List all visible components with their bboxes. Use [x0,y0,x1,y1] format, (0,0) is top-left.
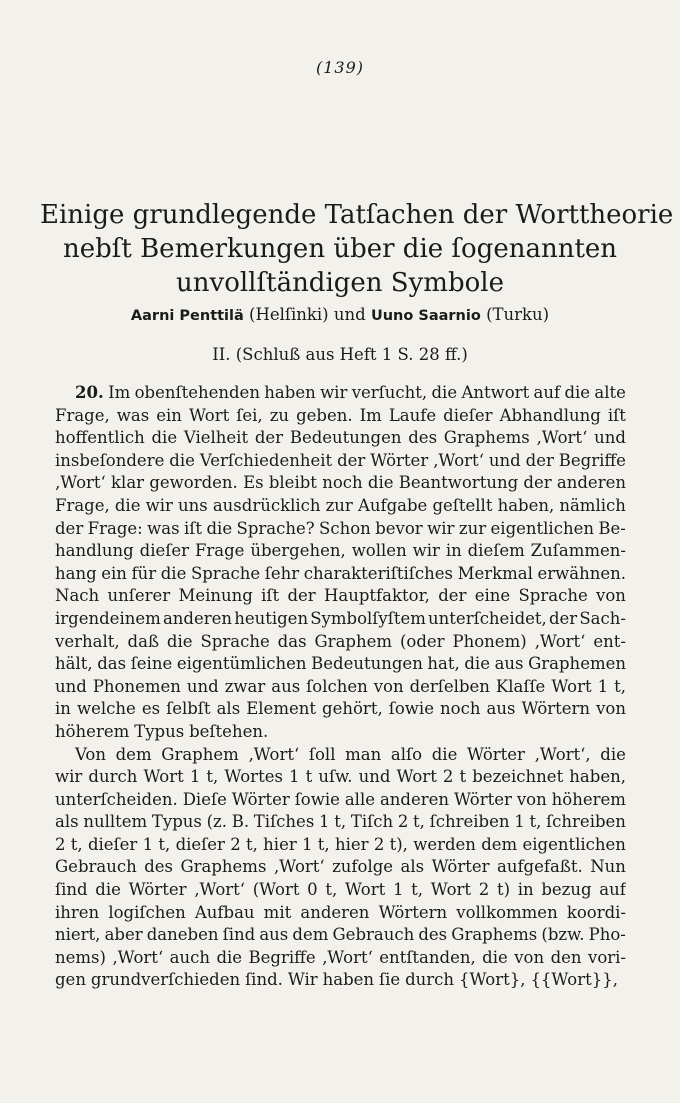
article-title [40,198,674,300]
text-line: 20. Im obenſtehenden haben wir verſucht, die Antwort auf die alte [55,382,626,405]
title-line: Einige grundlegende Tatſachen der Worttheorie [40,200,674,230]
author-1-place: (Helſinki) [249,305,329,324]
text-line: Frage, die wir uns ausdrücklich zur Aufgabe geſtellt haben, nämlich [55,495,626,515]
page-number: (139) [315,58,365,77]
paragraph-number: 20. [75,383,104,402]
text-line: Nach unſerer Meinung iſt der Hauptfaktor, der eine Sprache von [55,586,626,606]
text-line: als nulltem Typus (z. B. Tiſches 1 t, Tiſch 2 t, ſchreiben 1 t, ſchreiben [55,812,626,832]
text-line: nems) ‚Wort‘ auch die Begriffe ‚Wort‘ entſtanden, die von den vori- [55,947,626,967]
paragraph-continuation [55,744,626,993]
title-line: unvollſtändigen Symbole [176,268,504,298]
author-1-name: Aarni Penttilä [130,308,244,324]
paragraph-20 [55,382,626,744]
text-line: ihren logiſchen Aufbau mit anderen Wörtern vollkommen koordi- [55,902,626,922]
author-2-place: (Turku) [486,305,550,324]
text-line: handlung dieſer Frage übergehen, wollen wir in dieſem Zuſammen- [55,541,626,561]
author-line [40,305,640,324]
text-line: insbeſondere die Verſchiedenheit der Wörter ‚Wort‘ und der Begriffe [55,450,626,470]
text-line: hoffentlich die Vielheit der Bedeutungen des Graphems ‚Wort‘ und [55,428,626,448]
text-line: in welche es ſelbſt als Element gehört, ſowie noch aus Wörtern von [55,699,626,719]
text-line: 2 t, dieſer 1 t, dieſer 2 t, hier 1 t, hier 2 t), werden dem eigentlichen [55,834,626,854]
text-line: Frage, was ein Wort ſei, zu geben. Im Laufe dieſer Abhandlung iſt [55,405,626,425]
text-line: verhalt, daß die Sprache das Graphem (oder Phonem) ‚Wort‘ ent- [55,631,626,651]
text-line: irgendeinem anderen heutigen Symbolſyſtem unterſcheidet, der Sach- [55,608,626,628]
text-line: Gebrauch des Graphems ‚Wort‘ zufolge als Wörter aufgefaßt. Nun [55,857,626,877]
text-line: unterſcheiden. Dieſe Wörter ſowie alle anderen Wörter von höherem [55,789,626,809]
text-line: ‚Wort‘ klar geworden. Es bleibt noch die Beantwortung der anderen [55,473,626,493]
text-line: der Frage: was iſt die Sprache? Schon bevor wir zur eigentlichen Be- [55,518,626,538]
title-line: nebſt Bemerkungen über die ſogenannten [62,234,618,264]
author-connector: und [333,305,366,324]
text-line: wir durch Wort 1 t, Wortes 1 t uſw. und Wort 2 t bezeichnet haben, [55,767,626,787]
body-text [55,382,626,992]
text-line: Von dem Graphem ‚Wort‘ ſoll man alſo die Wörter ‚Wort‘, die [75,744,626,764]
text-line: und Phonemen und zwar aus ſolchen von derſelben Klaſſe Wort 1 t, [55,676,626,696]
text-line: hang ein für die Sprache ſehr charakteriſtiſches Merkmal erwähnen. [55,563,626,583]
text-line: höherem Typus beſtehen. [55,721,269,741]
text-line: gen grundverſchieden ſind. Wir haben ſie durch {Wort}, {{Wort}}, [55,970,618,990]
author-2-name: Uuno Saarnio [370,308,481,324]
text-line: hält, das ſeine eigentümlichen Bedeutungen hat, die aus Graphemen [55,654,626,674]
text-line: niert, aber daneben ſind aus dem Gebrauch des Graphems (bzw. Pho- [55,925,626,945]
part-note: II. (Schluß aus Heft 1 S. 28 ff.) [212,345,468,364]
text-line: ſind die Wörter ‚Wort‘ (Wort 0 t, Wort 1 t, Wort 2 t) in bezug auf [55,880,626,900]
